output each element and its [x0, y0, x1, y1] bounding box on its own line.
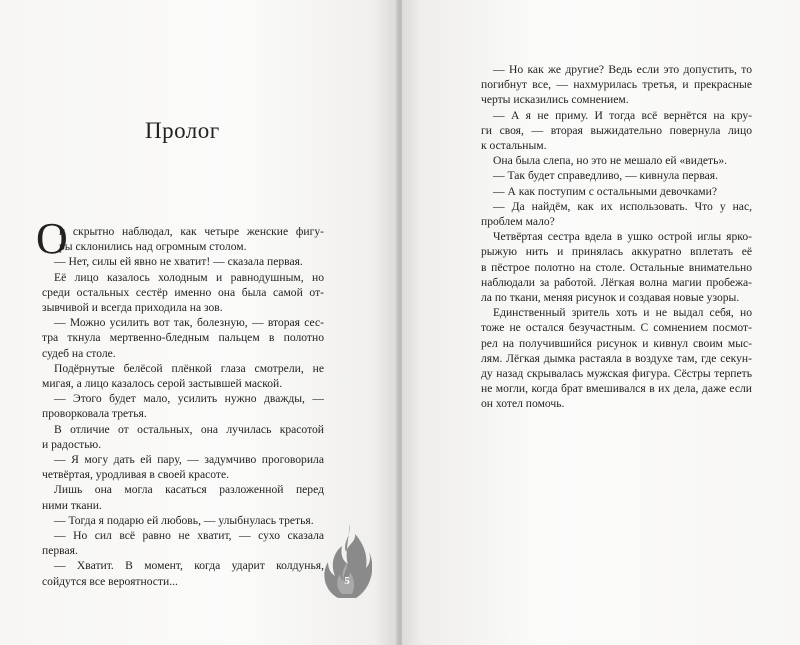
text-line: он хотел помочь.: [481, 397, 565, 411]
text-line: проворковала третья.: [42, 407, 147, 421]
text-line: ду назад скрывалась мужская фигура. Сёстры терпеть: [481, 367, 752, 381]
text-line: Четвёртая сестра вдела в ушко острой иглы ярко-: [493, 230, 752, 244]
text-line: — А я не приму. И тогда всё вернётся на кру-: [493, 108, 752, 122]
text-line: ла по ткани, меняя рисунок и создавая новые узоры.: [481, 291, 740, 305]
text-line: наблюдали за работой. Лёгкая волна магии пробежа-: [481, 275, 752, 289]
text-line: тоже не остался безучастным. С сомнением посмот-: [481, 321, 752, 335]
text-line: рыжую нить и принялась аккуратно вплетать её: [481, 245, 752, 259]
text-line: — Можно усилить вот так, болезную, — вторая сес-: [54, 316, 324, 330]
text-line: ры склонились над огромным столом.: [59, 240, 247, 254]
text-line: рел на получившийся рисунок и кивнул своим мыс-: [481, 336, 752, 350]
text-line: среди остальных сестёр именно она была самой от-: [42, 285, 324, 299]
text-line: ги своя, — вторая выжидательно повернула лицо: [481, 123, 752, 137]
right-page-text: [481, 62, 752, 412]
text-line: — Но сил всё равно не хватит, — сухо сказала: [54, 529, 324, 543]
text-line: зывчивой и всегда приходила на зов.: [42, 301, 223, 315]
text-line: Она была слепа, но это не мешало ей «видеть».: [493, 154, 728, 168]
text-line: Лишь она могла касаться разложенной перед: [54, 483, 324, 497]
left-page: [0, 0, 398, 645]
text-line: — Этого будет мало, усилить нужно дважды, —: [54, 392, 324, 406]
text-line: судеб на столе.: [42, 346, 116, 360]
text-line: В отличие от остальных, она лучилась красотой: [54, 422, 324, 436]
text-line: погибнут все, — нахмурилась третья, и прекрасные: [481, 78, 752, 92]
text-line: мигая, а лицо казалось серой застывшей маской.: [42, 377, 283, 391]
flame-icon: [322, 522, 372, 600]
text-line: — А как поступим с остальными девочками?: [493, 184, 717, 198]
text-line: тра ткнула мертвенно-бледным пальцем в полотно: [42, 331, 324, 345]
text-line: — Нет, силы ей явно не хватит! — сказала первая.: [54, 255, 303, 269]
drop-cap: О: [36, 214, 68, 263]
text-line: черты исказились сомнением.: [481, 93, 629, 107]
text-line: ними ткани.: [42, 498, 102, 512]
text-line: — Хватит. В момент, когда ударит колдунья,: [54, 559, 324, 573]
text-line: — Тогда я подарю ей любовь, — улыбнулась третья.: [54, 513, 314, 527]
text-line: четвёртая, уродливая в своей красоте.: [42, 468, 230, 482]
text-line: проблем мало?: [481, 215, 555, 229]
text-line: Подёрнутые белёсой плёнкой глаза смотрели, не: [54, 361, 324, 375]
text-line: — Но как же другие? Ведь если это допустить, то: [493, 63, 752, 76]
text-line: — Я могу дать ей пару, — задумчиво проговорила: [54, 453, 324, 467]
text-line: — Так будет справедливо, — кивнула первая.: [493, 169, 719, 183]
text-line: в пёстрое полотно на столе. Остальные внимательно: [481, 260, 752, 274]
text-line: и радостью.: [42, 437, 102, 451]
text-line: не могли, когда брат вмешивался в их дела, даже если: [481, 382, 752, 396]
text-line: первая.: [42, 544, 78, 558]
text-line: лям. Лёгкая дымка растаяла в воздухе там, где секун-: [481, 351, 752, 365]
page-number: 5: [344, 575, 350, 587]
left-page-text: [42, 224, 324, 589]
text-line: Её лицо казалось холодным и равнодушным, но: [54, 270, 324, 284]
text-line: сойдутся все вероятности...: [42, 574, 178, 588]
text-line: н скрытно наблюдал, как четыре женские фигу-: [59, 225, 324, 238]
text-line: Единственный зритель хоть и не выдал себя, но: [493, 306, 752, 320]
chapter-title: Пролог: [145, 118, 220, 143]
text-line: — Да найдём, как их использовать. Что у нас,: [493, 199, 752, 213]
text-line: к остальным.: [481, 139, 547, 153]
